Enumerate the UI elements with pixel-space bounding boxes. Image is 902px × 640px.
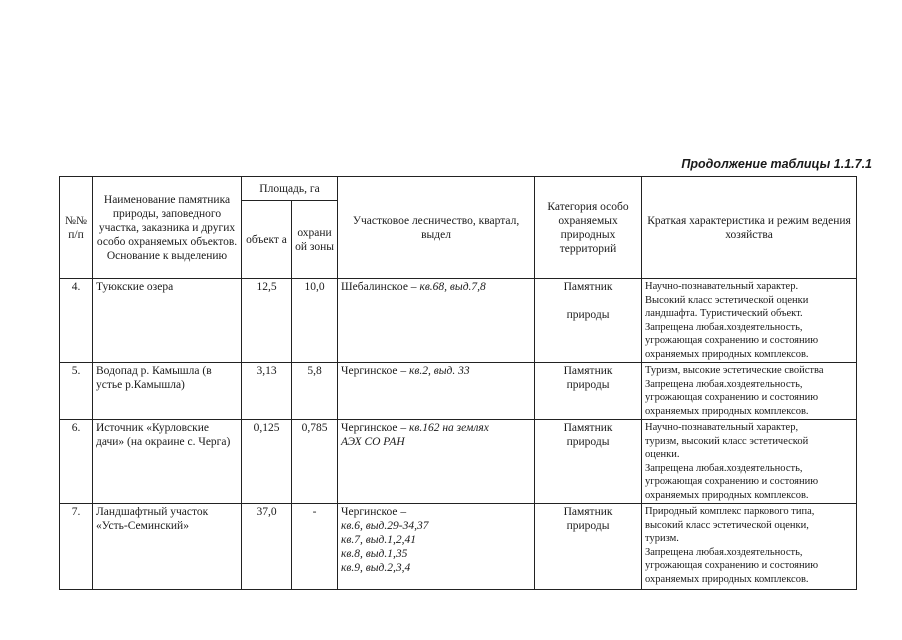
characteristic-line: охраняемых природных комплексов. (645, 573, 809, 585)
characteristic-line: угрожающая сохранению и состоянию (645, 560, 819, 571)
characteristic-line: охраняемых природных комплексов. (645, 405, 809, 417)
area-object: 0,125 (242, 420, 292, 504)
characteristic-line: ландшафта. Туристический объект. (645, 308, 803, 319)
category-line: природы (566, 520, 610, 532)
forestry-quarter: АЭХ СО РАН (341, 436, 405, 448)
characteristic-line: Запрещена любая.хоздеятельность, (645, 378, 803, 390)
category-spacer (538, 294, 638, 308)
forestry-quarter: кв.162 на землях (406, 422, 489, 434)
object-name: Туюкские озера (93, 279, 242, 363)
forestry-location (338, 420, 535, 504)
object-name: Источник «Курловские дачи» (на окраине с. Черга) (93, 420, 242, 504)
characteristic-line: оценки. (645, 449, 680, 460)
forestry-location (338, 363, 535, 420)
header-name: Наименование памятника природы, заповедного участка, заказника и других особо охраняемых объектов. Основание к выделению (93, 177, 242, 279)
characteristic-line: угрожающая сохранению и состоянию (645, 476, 819, 487)
area-zone: 5,8 (292, 363, 338, 420)
category-line: Памятник (563, 365, 613, 377)
category-line: природы (566, 436, 610, 448)
protected-category (535, 504, 642, 590)
forestry-quarter: кв.68, выд.7,8 (416, 281, 486, 293)
area-zone: - (292, 504, 338, 590)
table-caption: Продолжение таблицы 1.1.7.1 (681, 157, 872, 171)
characteristic-line: Запрещена любая.хоздеятельность, (645, 546, 803, 558)
forestry-location (338, 279, 535, 363)
area-object: 3,13 (242, 363, 292, 420)
forestry-name: Чергинское – (341, 365, 407, 377)
characteristic-line: Природный комплекс паркового типа, (645, 506, 815, 517)
table-row (60, 279, 857, 363)
characteristic-line: охраняемых природных комплексов. (645, 489, 809, 501)
header-area: Площадь, га (242, 177, 338, 201)
characteristic-line: угрожающая сохранению и состоянию (645, 335, 819, 346)
characteristic-line: угрожающая сохранению и состоянию (645, 392, 819, 403)
header-characteristic: Краткая характеристика и режим ведения хозяйства (642, 177, 857, 279)
row-number: 7. (60, 504, 93, 590)
header-area-zone: охрани ой зоны (292, 201, 338, 279)
characteristic-line: высокий класс эстетической оценки, (645, 519, 809, 531)
category-line: природы (566, 309, 610, 321)
protected-areas-table (59, 176, 857, 590)
row-number: 4. (60, 279, 93, 363)
object-name: Водопад р. Камышла (в устье р.Камышла) (93, 363, 242, 420)
category-line: Памятник (563, 506, 613, 518)
table-row (60, 420, 857, 504)
forestry-quarter: кв.8, выд.1,35 (341, 548, 408, 560)
characteristic-line: Туризм, высокие эстетические свойства (645, 365, 824, 376)
header-area-object: объект а (242, 201, 292, 279)
forestry-quarter: кв.9, выд.2,3,4 (341, 562, 411, 574)
header-forestry: Участковое лесничество, квартал, выдел (338, 177, 535, 279)
forestry-quarter: кв.2, выд. 33 (406, 365, 470, 377)
row-number: 5. (60, 363, 93, 420)
protected-category (535, 279, 642, 363)
protected-category (535, 420, 642, 504)
header-num: №№ п/п (60, 177, 93, 279)
characteristic-line: туризм. (645, 533, 679, 544)
characteristic-line: Запрещена любая.хоздеятельность, (645, 462, 803, 474)
protected-category (535, 363, 642, 420)
header-category: Категория особо охраняемых природных территорий (535, 177, 642, 279)
characteristic (642, 279, 857, 363)
forestry-quarter: кв.7, выд.1,2,41 (341, 534, 416, 546)
area-zone: 0,785 (292, 420, 338, 504)
forestry-name: Шебалинское – (341, 281, 417, 293)
header-row (60, 177, 857, 201)
characteristic-line: Научно-познавательный характер, (645, 422, 799, 433)
category-line: природы (566, 379, 610, 391)
forestry-name: Чергинское – (341, 422, 407, 434)
characteristic-line: Высокий класс эстетической оценки (645, 294, 809, 306)
category-line: Памятник (563, 281, 613, 293)
forestry-location (338, 504, 535, 590)
forestry-quarter: кв.6, выд.29-34,37 (341, 520, 429, 532)
area-zone: 10,0 (292, 279, 338, 363)
table-row (60, 363, 857, 420)
characteristic (642, 420, 857, 504)
area-object: 37,0 (242, 504, 292, 590)
characteristic-line: Запрещена любая.хоздеятельность, (645, 321, 803, 333)
row-number: 6. (60, 420, 93, 504)
characteristic-line: охраняемых природных комплексов. (645, 348, 809, 360)
characteristic (642, 504, 857, 590)
area-object: 12,5 (242, 279, 292, 363)
category-line: Памятник (563, 422, 613, 434)
table-row (60, 504, 857, 590)
characteristic-line: Научно-познавательный характер. (645, 281, 799, 292)
characteristic (642, 363, 857, 420)
characteristic-line: туризм, высокий класс эстетической (645, 435, 809, 447)
forestry-name: Чергинское – (341, 506, 407, 518)
object-name: Ландшафтный участок «Усть-Семинский» (93, 504, 242, 590)
